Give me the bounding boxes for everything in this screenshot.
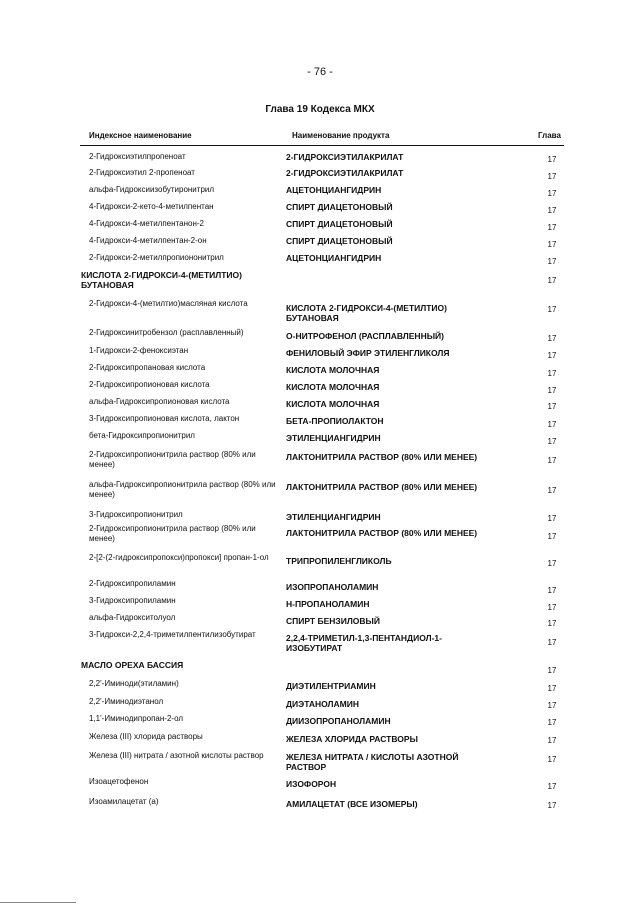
- index-name-cell: 3-Гидроксипропиламин: [89, 596, 176, 605]
- product-name-cell: Н-ПРОПАНОЛАМИН: [286, 599, 370, 609]
- product-name-cell: АЦЕТОНЦИАНГИДРИН: [286, 185, 382, 195]
- product-name-cell: ЭТИЛЕНЦИАНГИДРИН: [286, 433, 381, 443]
- product-name-cell: КИСЛОТА 2-ГИДРОКСИ-4-(МЕТИЛТИО) БУТАНОВАЯ: [286, 303, 447, 323]
- index-name-cell: 3-Гидрокси-2,2,4-триметилпентилизобутират: [89, 630, 256, 639]
- index-name-cell: 2-Гидрокси-4-(метилтио)масляная кислота: [89, 299, 248, 308]
- chapter-cell: 17: [547, 420, 557, 429]
- index-name-cell: МАСЛО ОРЕХА БАССИЯ: [81, 660, 184, 670]
- index-name-cell: Изоамилацетат (а): [89, 797, 159, 806]
- chapter-cell: 17: [547, 603, 557, 612]
- product-name-cell: АМИЛАЦЕТАТ (ВСЕ ИЗОМЕРЫ): [286, 799, 418, 809]
- product-name-cell: 2-ГИДРОКСИЭТИЛАКРИЛАТ: [286, 168, 404, 178]
- chapter-cell: 17: [547, 155, 557, 164]
- chapter-cell: 17: [547, 240, 557, 249]
- index-name-cell: Железа (III) нитрата / азотной кислоты раствор: [89, 751, 264, 760]
- index-name-cell: 3-Гидроксипропионитрил: [89, 510, 183, 519]
- chapter-cell: 17: [547, 402, 557, 411]
- column-header-chapter: Глава: [538, 131, 561, 140]
- product-name-cell: СПИРТ БЕНЗИЛОВЫЙ: [286, 616, 380, 626]
- chapter-cell: 17: [547, 351, 557, 360]
- index-name-cell: 2-[2-(2-гидроксипропокси)пропокси] пропан-1-ол: [89, 553, 269, 562]
- index-name-cell: альфа-Гидроксиизобутиронитрил: [89, 185, 215, 194]
- column-header-product-name: Наименование продукта: [292, 131, 390, 140]
- product-name-cell: ФЕНИЛОВЫЙ ЭФИР ЭТИЛЕНГЛИКОЛЯ: [286, 348, 450, 358]
- chapter-cell: 17: [547, 736, 557, 745]
- index-name-cell: 2-Гидроксиэтил 2-пропеноат: [89, 168, 195, 177]
- product-name-cell: ДИЭТАНОЛАМИН: [286, 699, 359, 709]
- index-name-cell: 2-Гидроксинитробензол (расплавленный): [89, 328, 244, 337]
- product-name-cell: СПИРТ ДИАЦЕТОНОВЫЙ: [286, 236, 393, 246]
- chapter-cell: 17: [547, 334, 557, 343]
- product-name-cell: БЕТА-ПРОПИОЛАКТОН: [286, 416, 384, 426]
- index-name-cell: 1-Гидрокси-2-феноксиэтан: [89, 346, 189, 355]
- product-name-cell: АЦЕТОНЦИАНГИДРИН: [286, 253, 382, 263]
- chapter-cell: 17: [547, 782, 557, 791]
- chapter-cell: 17: [547, 206, 557, 215]
- product-name-cell: ЛАКТОНИТРИЛА РАСТВОР (80% ИЛИ МЕНЕЕ): [286, 528, 478, 538]
- chapter-cell: 17: [547, 172, 557, 181]
- product-name-cell: ТРИПРОПИЛЕНГЛИКОЛЬ: [286, 556, 392, 566]
- chapter-cell: 17: [547, 486, 557, 495]
- index-name-cell: альфа-Гидрокситолуол: [89, 613, 176, 622]
- index-name-cell: Изоацетофенон: [89, 777, 149, 786]
- chapter-cell: 17: [547, 386, 557, 395]
- product-name-cell: 2-ГИДРОКСИЭТИЛАКРИЛАТ: [286, 152, 404, 162]
- chapter-cell: 17: [547, 223, 557, 232]
- index-name-cell: альфа-Гидроксипропионитрила раствор (80% или менее): [89, 480, 276, 499]
- index-name-cell: 2,2'-Иминоди(этиламин): [89, 679, 179, 688]
- product-name-cell: СПИРТ ДИАЦЕТОНОВЫЙ: [286, 219, 393, 229]
- index-name-cell: 2-Гидрокси-2-метилпропиононитрил: [89, 253, 224, 262]
- chapter-cell: 17: [547, 701, 557, 710]
- chapter-cell: 17: [547, 755, 557, 764]
- chapter-cell: 17: [547, 305, 557, 314]
- chapter-cell: 17: [547, 559, 557, 568]
- product-name-cell: ИЗОФОРОН: [286, 779, 337, 789]
- index-name-cell: 2-Гидроксипропиламин: [89, 579, 176, 588]
- index-name-cell: альфа-Гидроксипропионовая кислота: [89, 397, 230, 406]
- index-name-cell: 4-Гидрокси-2-кето-4-метилпентан: [89, 202, 214, 211]
- index-name-cell: 2-Гидроксипропановая кислота: [89, 363, 206, 372]
- index-name-cell: 2-Гидроксипропионовая кислота: [89, 380, 210, 389]
- chapter-cell: 17: [547, 189, 557, 198]
- footnote-divider: [0, 902, 76, 903]
- product-name-cell: ЛАКТОНИТРИЛА РАСТВОР (80% ИЛИ МЕНЕЕ): [286, 452, 478, 462]
- product-name-cell: ИЗОПРОПАНОЛАМИН: [286, 582, 379, 592]
- index-name-cell: КИСЛОТА 2-ГИДРОКСИ-4-(МЕТИЛТИО) БУТАНОВАЯ: [81, 270, 242, 290]
- product-name-cell: ЛАКТОНИТРИЛА РАСТВОР (80% ИЛИ МЕНЕЕ): [286, 482, 478, 492]
- chapter-cell: 17: [547, 257, 557, 266]
- chapter-cell: 17: [547, 619, 557, 628]
- chapter-cell: 17: [547, 532, 557, 541]
- product-name-cell: КИСЛОТА МОЛОЧНАЯ: [286, 365, 380, 375]
- chapter-cell: 17: [547, 718, 557, 727]
- chapter-cell: 17: [547, 437, 557, 446]
- chapter-cell: 17: [547, 801, 557, 810]
- product-name-cell: ДИЭТИЛЕНТРИАМИН: [286, 681, 376, 691]
- index-name-cell: 2-Гидроксипропионитрила раствор (80% или менее): [89, 524, 256, 543]
- chapter-cell: 17: [547, 369, 557, 378]
- product-name-cell: ДИИЗОПРОПАНОЛАМИН: [286, 716, 391, 726]
- index-name-cell: 2-Гидроксипропионитрила раствор (80% или менее): [89, 450, 256, 469]
- chapter-cell: 17: [547, 514, 557, 523]
- product-name-cell: СПИРТ ДИАЦЕТОНОВЫЙ: [286, 202, 393, 212]
- header-divider: [80, 145, 564, 146]
- page-number: - 76 -: [307, 66, 333, 78]
- chapter-cell: 17: [547, 666, 557, 675]
- product-name-cell: КИСЛОТА МОЛОЧНАЯ: [286, 399, 380, 409]
- chapter-cell: 17: [547, 684, 557, 693]
- column-header-index-name: Индексное наименование: [89, 131, 192, 140]
- chapter-cell: 17: [547, 456, 557, 465]
- product-name-cell: ЭТИЛЕНЦИАНГИДРИН: [286, 512, 381, 522]
- product-name-cell: 2,2,4-ТРИМЕТИЛ-1,3-ПЕНТАНДИОЛ-1-ИЗОБУТИРАТ: [286, 633, 442, 653]
- index-name-cell: 1,1'-Иминодипропан-2-ол: [89, 714, 184, 723]
- product-name-cell: ЖЕЛЕЗА ХЛОРИДА РАСТВОРЫ: [286, 734, 418, 744]
- index-name-cell: 4-Гидрокси-4-метилпентан-2-он: [89, 236, 207, 245]
- index-name-cell: 2,2'-Иминодиэтанол: [89, 697, 164, 706]
- product-name-cell: ЖЕЛЕЗА НИТРАТА / КИСЛОТЫ АЗОТНОЙ РАСТВОР: [286, 752, 459, 772]
- chapter-cell: 17: [547, 276, 557, 285]
- index-name-cell: бета-Гидроксипропионитрил: [89, 431, 195, 440]
- product-name-cell: КИСЛОТА МОЛОЧНАЯ: [286, 382, 380, 392]
- index-name-cell: Железа (III) хлорида растворы: [89, 732, 203, 741]
- chapter-cell: 17: [547, 638, 557, 647]
- chapter-cell: 17: [547, 586, 557, 595]
- page-title: Глава 19 Кодекса МКХ: [265, 104, 375, 115]
- index-name-cell: 2-Гидроксиэтилпропеноат: [89, 152, 186, 161]
- product-name-cell: О-НИТРОФЕНОЛ (РАСПЛАВЛЕННЫЙ): [286, 331, 444, 341]
- index-name-cell: 4-Гидрокси-4-метилпентанон-2: [89, 219, 204, 228]
- index-name-cell: 3-Гидроксипропионовая кислота, лактон: [89, 414, 240, 423]
